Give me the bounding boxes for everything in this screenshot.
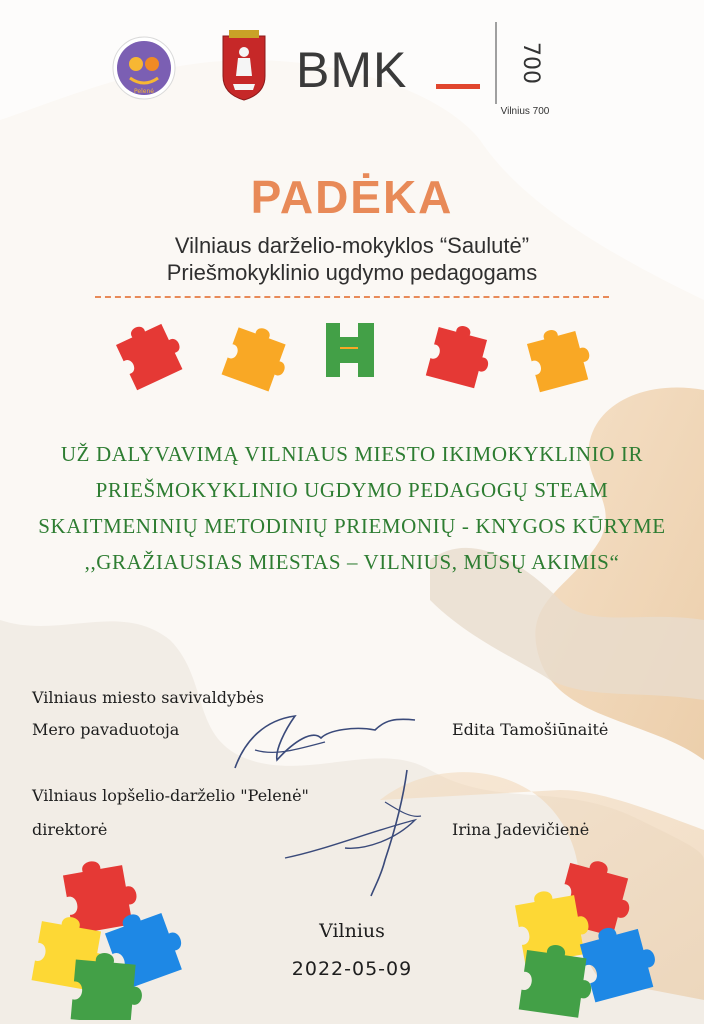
- puzzle-orange-icon: [525, 322, 595, 392]
- certificate-title: PADĖKA: [250, 171, 454, 223]
- puzzle-red-icon: [113, 314, 189, 390]
- vilnius-coat-of-arms: [221, 30, 267, 102]
- body-line-2: PRIEŠMOKYKLINIO UGDYMO PEDAGOGŲ STEAM: [95, 478, 609, 502]
- svg-text:Pelenė: Pelenė: [134, 88, 154, 95]
- signer-1-role-line-2: Mero pavaduotoja: [32, 720, 180, 739]
- vilnius-700-label: Vilnius 700: [500, 106, 550, 117]
- puzzle-red-icon: [426, 320, 496, 390]
- date: 2022-05-09: [291, 958, 413, 980]
- recipient-line-2: Priešmokyklinio ugdymo pedagogams: [166, 260, 538, 285]
- bmk-logo-underscore: [436, 84, 480, 89]
- puzzle-cluster-right: [508, 850, 678, 1020]
- body-line-3: SKAITMENINIŲ METODINIŲ PRIEMONIŲ - KNYGOS KŪRYME: [38, 514, 666, 538]
- puzzle-cluster-left: [28, 850, 188, 1020]
- body-line-1: UŽ DALYVAVIMĄ VILNIAUS MIESTO IKIMOKYKLINIO IR: [60, 442, 644, 466]
- recipient-line-1: Vilniaus darželio-mokyklos “Saulutė”: [174, 233, 530, 258]
- signer-2-role-line-2: direktorė: [32, 820, 108, 839]
- body-line-4: ,,GRAŽIAUSIAS MIESTAS – VILNIUS, MŪSŲ AKIMIS“: [84, 550, 620, 574]
- signer-2-name: Irina Jadevičienė: [452, 820, 590, 839]
- puzzle-green-icon: [326, 323, 374, 377]
- signer-2-role-line-1: Vilniaus lopšelio-darželio "Pelenė": [32, 786, 309, 805]
- puzzle-row: [0, 305, 704, 395]
- handwritten-signatures: [225, 690, 445, 900]
- bmk-logo-text: BMK: [296, 42, 408, 98]
- dashed-divider: [95, 296, 609, 298]
- bmk-logo: [296, 40, 488, 100]
- signer-1-name: Edita Tamošiūnaitė: [452, 720, 609, 739]
- place: Vilnius: [319, 920, 385, 942]
- vilnius-700-logo: [505, 28, 543, 98]
- puzzle-orange-icon: [222, 320, 296, 394]
- pelene-logo: [112, 36, 176, 100]
- signer-1-role-line-1: Vilniaus miesto savivaldybės: [32, 688, 264, 707]
- svg-text:700: 700: [518, 42, 543, 84]
